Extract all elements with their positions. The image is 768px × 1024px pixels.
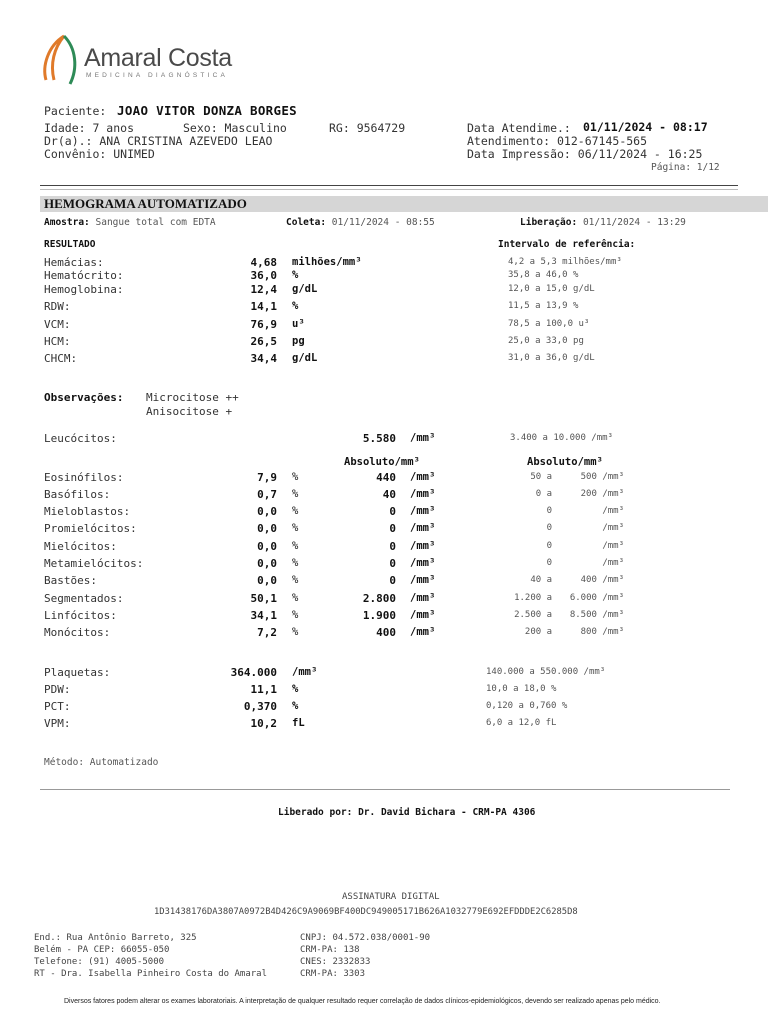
- patient-label: Paciente:: [44, 104, 107, 118]
- differential-percent: 0,0: [257, 505, 277, 518]
- reference-high: /mm³: [602, 558, 624, 568]
- percent-symbol: %: [292, 609, 299, 621]
- absolute-unit: /mm³: [410, 609, 436, 621]
- reference-range: 78,5 a 100,0 u³: [508, 319, 590, 329]
- reference-high: /mm³: [602, 523, 624, 533]
- platelet-value: 11,1: [250, 683, 277, 696]
- differential-absolute: 400: [376, 626, 396, 639]
- reference-high: 6.000 /mm³: [569, 593, 624, 603]
- differential-percent: 7,9: [257, 471, 277, 484]
- observation-line: Microcitose ++: [146, 391, 239, 404]
- attendance-date-label: Data Atendime.:: [467, 121, 571, 135]
- differential-label: Mieloblastos:: [44, 505, 131, 518]
- released-by: Liberado por: Dr. David Bichara - CRM-PA 4306: [278, 807, 536, 818]
- result-label: Hemácias:: [44, 256, 104, 269]
- differential-absolute: 40: [382, 488, 396, 501]
- reference-range: 10,0 a 18,0 %: [486, 684, 557, 694]
- platelet-value: 10,2: [250, 717, 277, 730]
- differential-absolute: 1.900: [362, 609, 396, 622]
- reference-low: 0 a: [535, 489, 552, 499]
- patient-sex: Sexo: Masculino: [183, 121, 287, 135]
- differential-percent: 7,2: [257, 626, 277, 639]
- platelet-value: 0,370: [243, 700, 277, 713]
- reference-range: 11,5 a 13,9 %: [508, 301, 579, 311]
- reference-low: 200 a: [524, 627, 552, 637]
- footer-line: End.: Rua Antônio Barreto, 325: [34, 933, 197, 943]
- logo-mark-icon: [40, 32, 80, 86]
- reference-range: 25,0 a 33,0 pg: [508, 336, 584, 346]
- absolute-unit: /mm³: [410, 557, 436, 569]
- differential-percent: 0,0: [257, 574, 277, 587]
- absolute-unit: /mm³: [410, 592, 436, 604]
- result-label: RDW:: [44, 300, 71, 313]
- signature-hash: 1D31438176DA3807A0972B4D426C9A9069BF400DC949005171B626A1032779E692EFDDDE2C6285D8: [154, 907, 578, 917]
- result-unit: %: [292, 300, 299, 312]
- differential-label: Segmentados:: [44, 592, 124, 605]
- platelet-label: PDW:: [44, 683, 71, 696]
- footer-line: CNPJ: 04.572.038/0001-90: [300, 933, 431, 943]
- result-label: VCM:: [44, 318, 71, 331]
- signature-title: ASSINATURA DIGITAL: [342, 892, 440, 902]
- disclaimer: Diversos fatores podem alterar os exames laboratoriais. A interpretação de qualquer resultado requer correlação de dados clínicos-epidemiológicos, devendo ser realizado apenas pelo médico.: [64, 998, 661, 1005]
- reference-high: 500 /mm³: [580, 472, 624, 482]
- percent-symbol: %: [292, 471, 299, 483]
- footer-line: Telefone: (91) 4005-5000: [34, 957, 165, 967]
- differential-percent: 0,0: [257, 557, 277, 570]
- logo: [40, 32, 240, 88]
- insurance: Convênio: UNIMED: [44, 147, 155, 161]
- differential-label: Eosinófilos:: [44, 471, 124, 484]
- differential-absolute: 0: [389, 574, 396, 587]
- reference-range: 0,120 a 0,760 %: [486, 701, 568, 711]
- differential-absolute: 0: [389, 540, 396, 553]
- reference-range: 12,0 a 15,0 g/dL: [508, 284, 595, 294]
- absolute-unit: /mm³: [410, 471, 436, 483]
- leukocytes-label: Leucócitos:: [44, 432, 117, 445]
- differential-percent: 0,0: [257, 522, 277, 535]
- platelet-unit: /mm³: [292, 666, 318, 678]
- footer-line: Belém - PA CEP: 66055-050: [34, 945, 170, 955]
- platelet-unit: fL: [292, 717, 305, 729]
- footer-line: CRM-PA: 3303: [300, 969, 366, 979]
- platelet-value: 364.000: [230, 666, 277, 679]
- result-unit: g/dL: [292, 352, 318, 364]
- percent-symbol: %: [292, 488, 299, 500]
- attendance-number: Atendimento: 012-67145-565: [467, 134, 648, 148]
- footer-line: CRM-PA: 138: [300, 945, 360, 955]
- result-value: 14,1: [250, 300, 277, 313]
- result-value: 76,9: [250, 318, 277, 331]
- release-info: Liberação: 01/11/2024 - 13:29: [520, 217, 686, 228]
- absolute-unit: /mm³: [410, 540, 436, 552]
- differential-absolute: 2.800: [362, 592, 396, 605]
- result-label: Hematócrito:: [44, 269, 124, 282]
- exam-title: HEMOGRAMA AUTOMATIZADO: [44, 196, 247, 211]
- reference-range: 31,0 a 36,0 g/dL: [508, 353, 595, 363]
- differential-label: Bastões:: [44, 574, 97, 587]
- absolute-unit: /mm³: [410, 488, 436, 500]
- differential-percent: 0,7: [257, 488, 277, 501]
- leukocytes-value: 5.580: [362, 432, 396, 445]
- platelet-unit: %: [292, 700, 299, 712]
- percent-symbol: %: [292, 592, 299, 604]
- differential-label: Promielócitos:: [44, 522, 137, 535]
- result-value: 34,4: [250, 352, 277, 365]
- reference-high: 400 /mm³: [580, 575, 624, 585]
- doctor: Dr(a).: ANA CRISTINA AZEVEDO LEAO: [44, 134, 273, 148]
- differential-absolute: 0: [389, 557, 396, 570]
- reference-range: 4,2 a 5,3 milhões/mm³: [508, 257, 622, 267]
- page-number: Página: 1/12: [651, 162, 720, 173]
- differential-absolute: 0: [389, 505, 396, 518]
- differential-absolute: 0: [389, 522, 396, 535]
- result-value: 4,68: [250, 256, 277, 269]
- differential-label: Metamielócitos:: [44, 557, 144, 570]
- method: Método: Automatizado: [44, 757, 159, 768]
- result-label: HCM:: [44, 335, 71, 348]
- reference-low: 0: [546, 558, 552, 568]
- method-divider: [40, 789, 730, 790]
- absolute-unit: /mm³: [410, 505, 436, 517]
- result-heading: RESULTADO: [44, 239, 96, 250]
- differential-absolute: 440: [376, 471, 396, 484]
- reference-high: 8.500 /mm³: [569, 610, 624, 620]
- reference-low: 0: [546, 523, 552, 533]
- differential-label: Basófilos:: [44, 488, 111, 501]
- percent-symbol: %: [292, 505, 299, 517]
- footer-line: RT - Dra. Isabella Pinheiro Costa do Amaral: [34, 969, 267, 979]
- brand-tagline: MEDICINA DIAGNÓSTICA: [86, 72, 229, 79]
- header-divider: [40, 185, 738, 186]
- result-value: 26,5: [250, 335, 277, 348]
- result-label: CHCM:: [44, 352, 78, 365]
- percent-symbol: %: [292, 522, 299, 534]
- reference-low: 2.500 a: [514, 610, 552, 620]
- percent-symbol: %: [292, 557, 299, 569]
- result-unit: pg: [292, 335, 305, 347]
- footer-line: CNES: 2332833: [300, 957, 371, 967]
- header-divider-2: [40, 189, 738, 190]
- reference-high: /mm³: [602, 541, 624, 551]
- reference-high: 800 /mm³: [580, 627, 624, 637]
- reference-low: 40 a: [530, 575, 552, 585]
- percent-symbol: %: [292, 626, 299, 638]
- platelet-label: PCT:: [44, 700, 71, 713]
- patient-age: Idade: 7 anos: [44, 121, 135, 135]
- percent-symbol: %: [292, 540, 299, 552]
- platelet-label: VPM:: [44, 717, 71, 730]
- result-unit: %: [292, 269, 299, 281]
- differential-percent: 34,1: [250, 609, 277, 622]
- result-value: 12,4: [250, 283, 277, 296]
- result-unit: milhões/mm³: [292, 256, 362, 268]
- reference-range: 35,8 a 46,0 %: [508, 270, 579, 280]
- reference-high: 200 /mm³: [580, 489, 624, 499]
- leukocytes-ref: 3.400 a 10.000 /mm³: [510, 433, 613, 443]
- result-label: Hemoglobina:: [44, 283, 124, 296]
- reference-low: 50 a: [530, 472, 552, 482]
- result-unit: u³: [292, 318, 305, 330]
- leukocytes-unit: /mm³: [410, 432, 436, 444]
- result-unit: g/dL: [292, 283, 318, 295]
- differential-label: Linfócitos:: [44, 609, 117, 622]
- result-value: 36,0: [250, 269, 277, 282]
- platelet-label: Plaquetas:: [44, 666, 111, 679]
- brand-name: Amaral Costa: [84, 44, 232, 72]
- absolute-header: Absoluto/mm³: [344, 456, 420, 468]
- observation-line: Anisocitose +: [146, 405, 233, 418]
- reference-low: 0: [546, 541, 552, 551]
- print-date: Data Impressão: 06/11/2024 - 16:25: [467, 147, 703, 161]
- absolute-unit: /mm³: [410, 522, 436, 534]
- reference-absolute-header: Absoluto/mm³: [527, 456, 603, 468]
- reference-range: 140.000 a 550.000 /mm³: [486, 667, 606, 677]
- percent-symbol: %: [292, 574, 299, 586]
- patient-name: JOAO VITOR DONZA BORGES: [117, 103, 297, 118]
- patient-rg: RG: 9564729: [329, 121, 406, 135]
- reference-low: 0: [546, 506, 552, 516]
- differential-percent: 0,0: [257, 540, 277, 553]
- attendance-date: 01/11/2024 - 08:17: [583, 120, 708, 134]
- differential-label: Monócitos:: [44, 626, 111, 639]
- observations-label: Observações:: [44, 391, 124, 404]
- reference-heading: Intervalo de referência:: [498, 239, 636, 250]
- sample-info: Amostra: Sangue total com EDTA: [44, 217, 216, 228]
- collection-info: Coleta: 01/11/2024 - 08:55: [286, 217, 435, 228]
- differential-label: Mielócitos:: [44, 540, 117, 553]
- reference-low: 1.200 a: [514, 593, 552, 603]
- reference-high: /mm³: [602, 506, 624, 516]
- platelet-unit: %: [292, 683, 299, 695]
- absolute-unit: /mm³: [410, 574, 436, 586]
- absolute-unit: /mm³: [410, 626, 436, 638]
- reference-range: 6,0 a 12,0 fL: [486, 718, 557, 728]
- differential-percent: 50,1: [250, 592, 277, 605]
